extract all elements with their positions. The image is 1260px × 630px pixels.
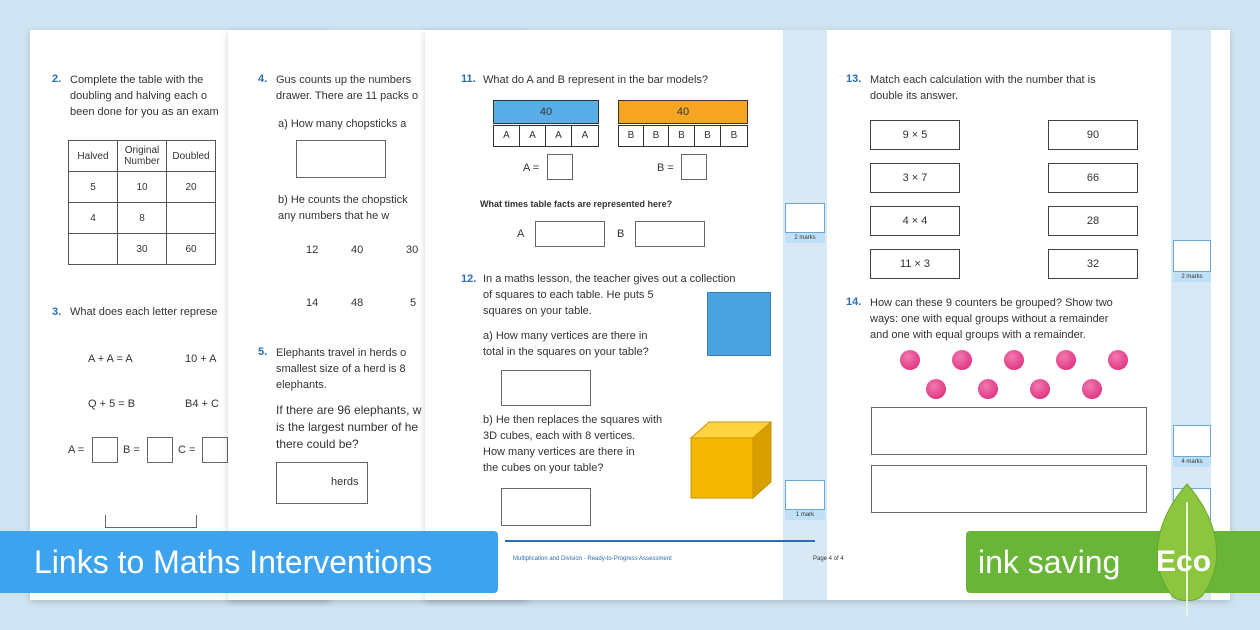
question-2-text [70, 72, 219, 120]
counter [900, 350, 920, 370]
number-option[interactable]: 14 [306, 297, 319, 309]
letter-b-answer-box[interactable] [147, 437, 173, 463]
question-13-text [870, 72, 1096, 104]
q12b-answer-box[interactable] [501, 488, 591, 526]
q2-line: been done for you as an exam [70, 106, 219, 118]
table-header: Halved [69, 141, 118, 172]
halving-doubling-table [68, 140, 216, 265]
q4-line: drawer. There are 11 packs o [276, 90, 419, 102]
footer-page: Page 4 of 4 [813, 556, 844, 562]
answer-box[interactable] [105, 515, 197, 528]
number-option[interactable]: 12 [306, 244, 319, 256]
marks-label: 1 mark [785, 510, 825, 520]
question-4a-text: a) How many chopsticks a [278, 118, 407, 130]
bar-model-a-total: 40 [493, 100, 599, 124]
q5-question-line: there could be? [276, 437, 359, 451]
q4b-line: b) He counts the chopstick [278, 194, 408, 206]
fact-a-box[interactable] [535, 221, 605, 247]
number-option[interactable]: 40 [351, 244, 364, 256]
q14-answer-box-2[interactable] [871, 465, 1147, 513]
letter-c-answer-box[interactable] [202, 437, 228, 463]
question-5-question [276, 402, 421, 453]
q12b-line: b) He then replaces the squares with [483, 414, 663, 426]
q12a-line: total in the squares on your table? [483, 346, 649, 358]
q14-answer-box-1[interactable] [871, 407, 1147, 455]
question-14-text [870, 295, 1113, 343]
equation-3: Q + 5 = B [88, 398, 136, 410]
counter [1082, 379, 1102, 399]
counter [1030, 379, 1050, 399]
question-14-number: 14. [846, 296, 862, 308]
number-option[interactable]: 30 [406, 244, 419, 256]
q4-line: Gus counts up the numbers [276, 74, 412, 86]
interventions-banner [0, 531, 498, 593]
counter [978, 379, 998, 399]
question-11-number: 11. [461, 73, 476, 85]
letter-a-answer-box[interactable] [92, 437, 118, 463]
q5-line: elephants. [276, 379, 327, 391]
table-cell: 60 [167, 234, 216, 265]
marks-box-q11[interactable] [785, 203, 825, 233]
equation-4: B4 + C [185, 398, 219, 410]
b-answer-box[interactable] [681, 154, 707, 180]
q13-line: Match each calculation with the number that is [870, 74, 1096, 86]
table-cell: 20 [167, 172, 216, 203]
cube-image [689, 420, 773, 500]
question-11-text: What do A and B represent in the bar models? [483, 74, 709, 86]
table-header: Original Number [118, 141, 167, 172]
table-cell: 4 [69, 203, 118, 234]
counter [1004, 350, 1024, 370]
fact-a-label: A [517, 228, 525, 240]
question-12a-text [483, 328, 649, 360]
q12-line: of squares to each table. He puts 5 [483, 289, 654, 301]
calculation-box[interactable]: 9 × 5 [870, 120, 960, 150]
q5-question-line: If there are 96 elephants, w [276, 403, 422, 417]
herds-answer-box[interactable] [276, 462, 368, 504]
question-2-number: 2. [52, 73, 62, 85]
q14-line: How can these 9 counters be grouped? Show two [870, 297, 1113, 309]
counter [926, 379, 946, 399]
calculation-box[interactable]: 11 × 3 [870, 249, 960, 279]
q2-line: Complete the table with the [70, 74, 204, 86]
eco-label: Eco [1156, 545, 1212, 578]
question-5-number: 5. [258, 346, 268, 358]
table-cell [69, 234, 118, 265]
equation-1: A + A = A [88, 353, 133, 365]
footer-text: Multiplication and Division - Ready-to-Progress Assessment [513, 556, 672, 562]
marks-label: 4 marks [1173, 457, 1211, 467]
counter [1108, 350, 1128, 370]
bar-b-cell: B [618, 125, 644, 147]
q14-line: and one with equal groups with a remainder. [870, 329, 1086, 341]
marks-label: 2 marks [785, 233, 825, 243]
a-equals-label: A = [523, 162, 540, 174]
question-12-number: 12. [461, 273, 477, 285]
bar-a-cell: A [493, 125, 520, 147]
question-3-text: What does each letter represe [70, 306, 218, 318]
question-4b-text [278, 192, 408, 224]
marks-label: 2 marks [1173, 272, 1211, 282]
letter-b-label: B = [123, 444, 140, 456]
answer-number-box[interactable]: 90 [1048, 120, 1138, 150]
table-header: Doubled [167, 141, 216, 172]
letter-c-label: C = [178, 444, 196, 456]
q12a-answer-box[interactable] [501, 370, 591, 406]
q12a-line: a) How many vertices are there in [483, 330, 648, 342]
letter-a-label: A = [68, 444, 85, 456]
counter [952, 350, 972, 370]
q12b-line: 3D cubes, each with 8 vertices. [483, 430, 636, 442]
fact-b-box[interactable] [635, 221, 705, 247]
q5-line: smallest size of a herd is 8 [276, 363, 406, 375]
answer-number-box[interactable]: 32 [1048, 249, 1138, 279]
a-answer-box[interactable] [547, 154, 573, 180]
bar-b-cell: B [668, 125, 695, 147]
question-4-text [276, 72, 418, 104]
table-cell: 5 [69, 172, 118, 203]
q5-line: Elephants travel in herds o [276, 347, 407, 359]
table-cell: 30 [118, 234, 167, 265]
table-cell: 8 [118, 203, 167, 234]
bar-b-cell: B [694, 125, 721, 147]
question-13-number: 13. [846, 73, 862, 85]
number-option[interactable]: 48 [351, 297, 364, 309]
footer-rule [505, 540, 815, 542]
equation-2: 10 + A [185, 353, 217, 365]
interventions-banner-text: Links to Maths Interventions [34, 544, 433, 580]
q12-line: squares on your table. [483, 305, 592, 317]
bar-b-cell: B [643, 125, 669, 147]
q12b-line: How many vertices are there in [483, 446, 635, 458]
b-equals-label: B = [657, 162, 674, 174]
counter [1056, 350, 1076, 370]
times-table-prompt: What times table facts are represented here? [480, 199, 673, 209]
question-3-number: 3. [52, 306, 62, 318]
fact-b-label: B [617, 228, 625, 240]
bar-b-cell: B [720, 125, 748, 147]
question-12-text [483, 271, 736, 319]
bar-a-cell: A [519, 125, 546, 147]
table-cell: 10 [118, 172, 167, 203]
answer-number-box[interactable]: 66 [1048, 163, 1138, 193]
herds-label: herds [331, 476, 359, 488]
q13-line: double its answer. [870, 90, 959, 102]
table-cell [167, 203, 216, 234]
q12b-line: the cubes on your table? [483, 462, 604, 474]
q4b-line: any numbers that he w [278, 210, 390, 222]
marks-box-q14[interactable] [1173, 425, 1211, 457]
bar-a-cell: A [545, 125, 572, 147]
q4a-answer-box[interactable] [296, 140, 386, 178]
marks-box-q12[interactable] [785, 480, 825, 510]
marks-box-q13[interactable] [1173, 240, 1211, 272]
question-4-number: 4. [258, 73, 268, 85]
ink-saving-text: ink saving [978, 544, 1121, 580]
bar-a-cell: A [571, 125, 599, 147]
q14-line: ways: one with equal groups without a remainder [870, 313, 1109, 325]
answer-number-box[interactable]: 28 [1048, 206, 1138, 236]
question-5-text [276, 345, 406, 393]
q5-question-line: is the largest number of he [276, 420, 419, 434]
bar-model-b-total: 40 [618, 100, 748, 124]
worksheet-page-3 [425, 30, 1230, 600]
square-image [707, 292, 771, 356]
number-option[interactable]: 5 [410, 297, 417, 309]
calculation-box[interactable]: 3 × 7 [870, 163, 960, 193]
q2-line: doubling and halving each o [70, 90, 208, 102]
q12-line: In a maths lesson, the teacher gives out a collection [483, 273, 736, 285]
question-12b-text [483, 412, 662, 476]
calculation-box[interactable]: 4 × 4 [870, 206, 960, 236]
